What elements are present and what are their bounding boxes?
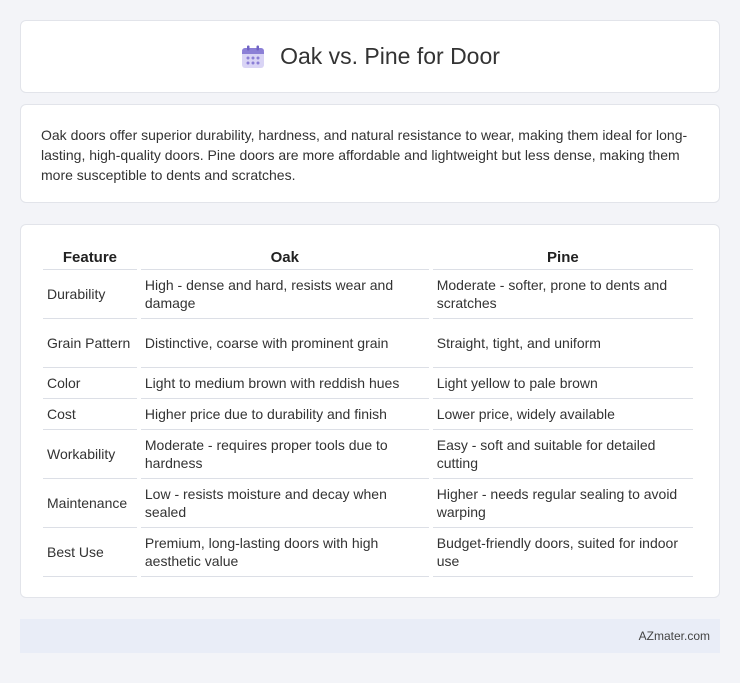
row-feature: Best Use	[43, 528, 137, 577]
calendar-icon	[240, 44, 266, 70]
row-pine: Budget-friendly doors, suited for indoor use	[433, 528, 693, 577]
footer	[20, 619, 720, 653]
row-oak: High - dense and hard, resists wear and damage	[141, 270, 429, 319]
header-pine: Pine	[433, 245, 693, 270]
comparison-table	[39, 245, 697, 577]
table-row	[43, 270, 693, 319]
row-feature: Grain Pattern	[43, 319, 137, 368]
page-title: Oak vs. Pine for Door	[280, 43, 500, 69]
row-feature: Durability	[43, 270, 137, 319]
table-header-row	[43, 245, 693, 270]
row-oak: Premium, long-lasting doors with high aesthetic value	[141, 528, 429, 577]
table-row	[43, 368, 693, 399]
row-feature: Maintenance	[43, 479, 137, 528]
row-pine: Moderate - softer, prone to dents and scratches	[433, 270, 693, 319]
table-row	[43, 479, 693, 528]
table-row	[43, 399, 693, 430]
intro-text: Oak doors offer superior durability, hardness, and natural resistance to wear, making them ideal for long-lasting, high-quality doors. Pine doors are more affordable and lightweight but less dense, making them more susceptible to dents and scratches.	[41, 127, 688, 183]
row-oak: Light to medium brown with reddish hues	[141, 368, 429, 399]
row-pine: Higher - needs regular sealing to avoid warping	[433, 479, 693, 528]
row-feature: Color	[43, 368, 137, 399]
row-feature: Workability	[43, 430, 137, 479]
row-pine: Straight, tight, and uniform	[433, 319, 693, 368]
title-card	[20, 20, 720, 93]
row-oak: Distinctive, coarse with prominent grain	[141, 319, 429, 368]
intro-card	[20, 104, 720, 203]
row-oak: Moderate - requires proper tools due to hardness	[141, 430, 429, 479]
header-oak: Oak	[141, 245, 429, 270]
footer-site-link[interactable]: AZmater.com	[638, 629, 710, 643]
row-oak: Higher price due to durability and finish	[141, 399, 429, 430]
row-feature: Cost	[43, 399, 137, 430]
row-pine: Light yellow to pale brown	[433, 368, 693, 399]
header-feature: Feature	[43, 245, 137, 270]
row-oak: Low - resists moisture and decay when sealed	[141, 479, 429, 528]
table-row	[43, 319, 693, 368]
table-row	[43, 528, 693, 577]
row-pine: Easy - soft and suitable for detailed cutting	[433, 430, 693, 479]
row-pine: Lower price, widely available	[433, 399, 693, 430]
table-row	[43, 430, 693, 479]
comparison-card	[20, 224, 720, 598]
